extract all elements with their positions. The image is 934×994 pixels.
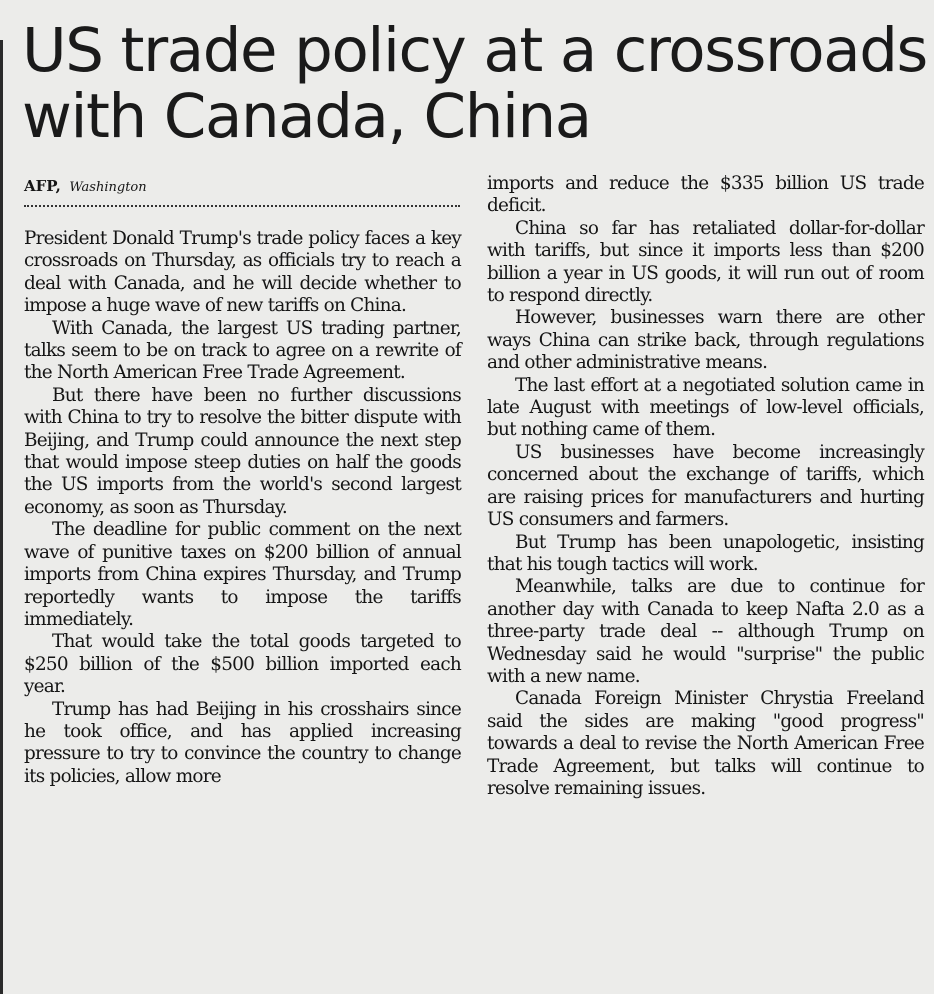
article-paragraph: Trump has had Beijing in his crosshairs since he took office, and has applied increasing pressure to try to convince the country to change its policies, allow more bbox=[24, 698, 461, 787]
article-column-right bbox=[487, 173, 924, 800]
article-paragraph: However, businesses warn there are other ways China can strike back, through regulations and other administrative means. bbox=[487, 307, 924, 374]
byline-location: Washington bbox=[69, 180, 147, 195]
article-paragraph: That would take the total goods targeted to $250 billion of the $500 billion imported each year. bbox=[24, 631, 461, 698]
article-paragraph: Canada Foreign Minister Chrystia Freeland said the sides are making "good progress" towards a deal to revise the North American Free Trade Agreement, but talks will continue to resolve remaining issues. bbox=[487, 688, 924, 799]
article-column-left bbox=[24, 228, 461, 788]
page-edge bbox=[0, 40, 3, 994]
article-paragraph: Meanwhile, talks are due to continue for another day with Canada to keep Nafta 2.0 as a three-party trade deal -- although Trump on Wednesday said he would "surprise" the public with a new name. bbox=[487, 576, 924, 687]
byline bbox=[24, 178, 464, 196]
article-paragraph: President Donald Trump's trade policy faces a key crossroads on Thursday, as officials try to reach a deal with Canada, and he will decide whether to impose a huge wave of new tariffs on China. bbox=[24, 228, 461, 317]
article-paragraph: The last effort at a negotiated solution came in late August with meetings of low-level officials, but nothing came of them. bbox=[487, 374, 924, 441]
article-paragraph: China so far has retaliated dollar-for-dollar with tariffs, but since it imports less than $200 billion a year in US goods, it will run out of room to respond directly. bbox=[487, 217, 924, 307]
article-paragraph: With Canada, the largest US trading partner, talks seem to be on track to agree on a rewrite of the North American Free Trade Agreement. bbox=[24, 317, 461, 384]
dotted-separator bbox=[24, 205, 460, 207]
headline: US trade policy at a crossroads with Canada, China bbox=[22, 15, 927, 152]
article-paragraph: The deadline for public comment on the next wave of punitive taxes on $200 billion of annual imports from China expires Thursday, and Trump reportedly wants to impose the tariffs immediately. bbox=[24, 519, 461, 630]
article-paragraph: But there have been no further discussions with China to try to resolve the bitter dispute with Beijing, and Trump could announce the next step that would impose steep duties on half the goods the US imports from the world's second largest economy, as soon as Thursday. bbox=[24, 384, 461, 518]
article-paragraph: But Trump has been unapologetic, insisting that his tough tactics will work. bbox=[487, 531, 924, 575]
article-paragraph: imports and reduce the $335 billion US trade deficit. bbox=[487, 173, 924, 217]
article-paragraph: US businesses have become increasingly concerned about the exchange of tariffs, which are raising prices for manufacturers and hurting US consumers and farmers. bbox=[487, 441, 924, 531]
byline-agency: AFP, bbox=[24, 177, 61, 195]
